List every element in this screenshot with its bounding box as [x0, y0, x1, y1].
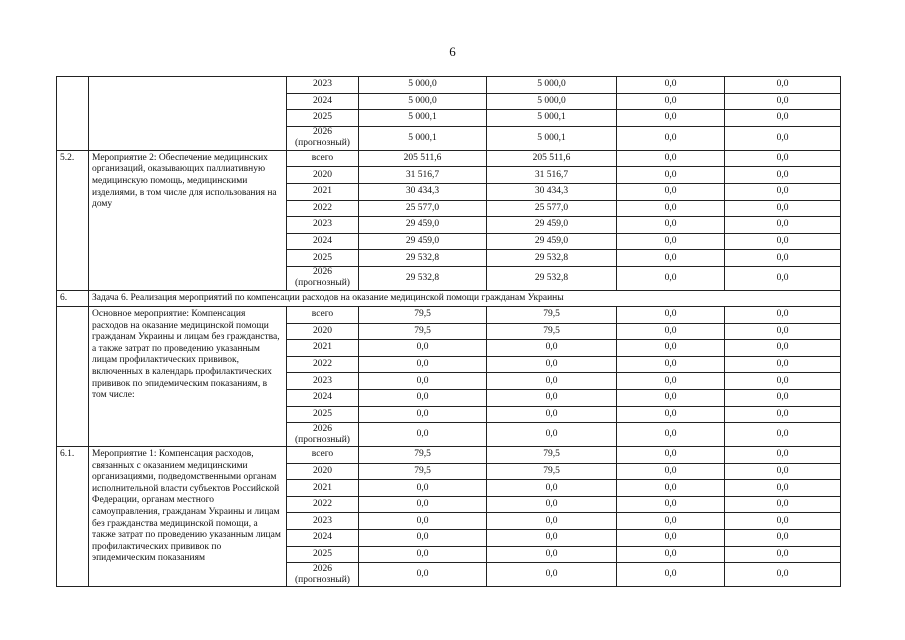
value-col-4: 0,0 — [725, 217, 841, 234]
year-cell — [287, 373, 359, 390]
value-col-3: 0,0 — [617, 447, 725, 464]
value-col-3: 0,0 — [617, 530, 725, 547]
value-col-1: 79,5 — [359, 463, 487, 480]
value-col-4: 0,0 — [725, 496, 841, 513]
value-col-4: 0,0 — [725, 480, 841, 497]
value-col-1: 25 577,0 — [359, 200, 487, 217]
value-col-1: 0,0 — [359, 373, 487, 390]
year-label: 2023 — [313, 515, 332, 526]
value-col-1: 0,0 — [359, 423, 487, 447]
value-col-2: 29 532,8 — [487, 250, 617, 267]
value-col-1: 31 516,7 — [359, 167, 487, 184]
value-col-1: 0,0 — [359, 480, 487, 497]
value-col-2: 0,0 — [487, 423, 617, 447]
value-col-1: 0,0 — [359, 563, 487, 587]
value-col-1: 5 000,1 — [359, 110, 487, 127]
value-col-4: 0,0 — [725, 93, 841, 110]
value-col-3: 0,0 — [617, 340, 725, 357]
value-col-3: 0,0 — [617, 77, 725, 94]
year-cell — [287, 110, 359, 127]
value-col-1: 79,5 — [359, 447, 487, 464]
year-label: 2026 — [313, 423, 332, 434]
year-cell — [287, 266, 359, 290]
table-row — [57, 150, 841, 167]
item-description: Основное мероприятие: Компенсация расходов на оказание медицинской помощи гражданам Украины и лицам без гражданства, а также затрат по проведению указанным лицам профилактических прививок, включенных в календарь профилактических прививок по эпидемическим показаниям, в том числе: — [89, 306, 287, 446]
year-cell — [287, 150, 359, 167]
year-label: 2025 — [313, 408, 332, 419]
value-col-4: 0,0 — [725, 546, 841, 563]
value-col-3: 0,0 — [617, 183, 725, 200]
value-col-3: 0,0 — [617, 126, 725, 150]
year-forecast-label: (прогнозный) — [295, 434, 350, 445]
year-cell — [287, 546, 359, 563]
value-col-1: 0,0 — [359, 406, 487, 423]
value-col-4: 0,0 — [725, 183, 841, 200]
item-number: 5.2. — [57, 150, 89, 290]
value-col-2: 0,0 — [487, 406, 617, 423]
value-col-2: 0,0 — [487, 480, 617, 497]
year-label: 2023 — [313, 79, 332, 90]
value-col-4: 0,0 — [725, 356, 841, 373]
year-label: 2020 — [313, 325, 332, 336]
year-cell — [287, 183, 359, 200]
year-label: 2025 — [313, 112, 332, 123]
value-col-2: 79,5 — [487, 463, 617, 480]
year-cell — [287, 423, 359, 447]
value-col-4: 0,0 — [725, 340, 841, 357]
value-col-3: 0,0 — [617, 306, 725, 323]
value-col-1: 5 000,0 — [359, 77, 487, 94]
value-col-3: 0,0 — [617, 93, 725, 110]
value-col-4: 0,0 — [725, 167, 841, 184]
year-cell — [287, 77, 359, 94]
year-label: 2026 — [313, 267, 332, 278]
year-cell — [287, 447, 359, 464]
item-number — [57, 77, 89, 151]
item-description: Мероприятие 2: Обеспечение медицинских организаций, оказывающих паллиативную медицинскую помощь, медицинскими изделиями, в том числе для использования на дому — [89, 150, 287, 290]
year-label: 2024 — [313, 95, 332, 106]
value-col-3: 0,0 — [617, 167, 725, 184]
value-col-1: 5 000,0 — [359, 93, 487, 110]
table-body — [57, 77, 841, 587]
year-label: 2022 — [313, 359, 332, 370]
value-col-3: 0,0 — [617, 496, 725, 513]
value-col-1: 30 434,3 — [359, 183, 487, 200]
value-col-3: 0,0 — [617, 373, 725, 390]
value-col-1: 0,0 — [359, 389, 487, 406]
value-col-2: 0,0 — [487, 530, 617, 547]
year-label: 2023 — [313, 375, 332, 386]
value-col-2: 29 459,0 — [487, 233, 617, 250]
value-col-2: 5 000,1 — [487, 126, 617, 150]
value-col-4: 0,0 — [725, 530, 841, 547]
page-number: 6 — [449, 44, 456, 59]
year-label: всего — [311, 449, 334, 460]
year-cell — [287, 323, 359, 340]
year-label: 2021 — [313, 482, 332, 493]
value-col-4: 0,0 — [725, 563, 841, 587]
value-col-4: 0,0 — [725, 306, 841, 323]
value-col-2: 30 434,3 — [487, 183, 617, 200]
value-col-1: 29 532,8 — [359, 250, 487, 267]
value-col-4: 0,0 — [725, 423, 841, 447]
value-col-4: 0,0 — [725, 373, 841, 390]
year-cell — [287, 233, 359, 250]
value-col-1: 79,5 — [359, 306, 487, 323]
year-label: 2020 — [313, 169, 332, 180]
year-label: 2024 — [313, 392, 332, 403]
value-col-1: 0,0 — [359, 513, 487, 530]
value-col-4: 0,0 — [725, 406, 841, 423]
year-cell — [287, 93, 359, 110]
year-label: 2022 — [313, 499, 332, 510]
value-col-2: 0,0 — [487, 563, 617, 587]
value-col-2: 5 000,0 — [487, 77, 617, 94]
year-cell — [287, 217, 359, 234]
year-cell — [287, 480, 359, 497]
year-label: всего — [311, 153, 334, 164]
year-cell — [287, 463, 359, 480]
year-cell — [287, 167, 359, 184]
value-col-2: 29 459,0 — [487, 217, 617, 234]
value-col-4: 0,0 — [725, 77, 841, 94]
value-col-4: 0,0 — [725, 266, 841, 290]
value-col-2: 0,0 — [487, 546, 617, 563]
value-col-2: 25 577,0 — [487, 200, 617, 217]
value-col-4: 0,0 — [725, 233, 841, 250]
value-col-3: 0,0 — [617, 463, 725, 480]
table-row — [57, 306, 841, 323]
year-label: 2025 — [313, 548, 332, 559]
item-number: 6.1. — [57, 447, 89, 587]
year-label: 2026 — [313, 563, 332, 574]
year-forecast-label: (прогнозный) — [295, 574, 350, 585]
value-col-4: 0,0 — [725, 150, 841, 167]
year-cell — [287, 340, 359, 357]
year-cell — [287, 389, 359, 406]
value-col-4: 0,0 — [725, 323, 841, 340]
task-number: 6. — [57, 290, 89, 306]
task-title: Задача 6. Реализация мероприятий по компенсации расходов на оказание медицинской помощи гражданам Украины — [89, 290, 841, 306]
item-number — [57, 306, 89, 446]
value-col-3: 0,0 — [617, 250, 725, 267]
value-col-1: 29 459,0 — [359, 217, 487, 234]
value-col-3: 0,0 — [617, 217, 725, 234]
year-label: 2023 — [313, 219, 332, 230]
year-cell — [287, 530, 359, 547]
value-col-3: 0,0 — [617, 323, 725, 340]
year-label: 2024 — [313, 532, 332, 543]
value-col-1: 79,5 — [359, 323, 487, 340]
value-col-2: 205 511,6 — [487, 150, 617, 167]
year-cell — [287, 496, 359, 513]
value-col-3: 0,0 — [617, 513, 725, 530]
value-col-2: 29 532,8 — [487, 266, 617, 290]
value-col-3: 0,0 — [617, 423, 725, 447]
year-label: 2021 — [313, 186, 332, 197]
value-col-3: 0,0 — [617, 563, 725, 587]
year-cell — [287, 126, 359, 150]
value-col-1: 29 532,8 — [359, 266, 487, 290]
year-label: 2020 — [313, 465, 332, 476]
value-col-3: 0,0 — [617, 480, 725, 497]
value-col-2: 31 516,7 — [487, 167, 617, 184]
value-col-4: 0,0 — [725, 389, 841, 406]
year-label: 2025 — [313, 252, 332, 263]
value-col-3: 0,0 — [617, 200, 725, 217]
value-col-1: 205 511,6 — [359, 150, 487, 167]
value-col-4: 0,0 — [725, 250, 841, 267]
item-description — [89, 77, 287, 151]
value-col-2: 79,5 — [487, 323, 617, 340]
value-col-4: 0,0 — [725, 110, 841, 127]
value-col-1: 0,0 — [359, 340, 487, 357]
value-col-1: 0,0 — [359, 496, 487, 513]
year-cell — [287, 306, 359, 323]
value-col-3: 0,0 — [617, 546, 725, 563]
program-financing-table — [56, 76, 841, 587]
year-label: 2026 — [313, 127, 332, 138]
year-label: 2024 — [313, 236, 332, 247]
year-label: 2022 — [313, 202, 332, 213]
item-description: Мероприятие 1: Компенсация расходов, связанных с оказанием медицинскими организациями, подведомственными органам исполнительной власти субъектов Российской Федерации, органам местного самоуправления, гражданам Украины и лицам без гражданства медицинской помощи, а также затрат по проведению указанным лицам профилактических прививок по эпидемическим показаниям — [89, 447, 287, 587]
year-cell — [287, 563, 359, 587]
year-label: всего — [311, 309, 334, 320]
value-col-2: 0,0 — [487, 356, 617, 373]
value-col-3: 0,0 — [617, 150, 725, 167]
value-col-2: 5 000,1 — [487, 110, 617, 127]
year-label: 2021 — [313, 342, 332, 353]
year-cell — [287, 406, 359, 423]
value-col-4: 0,0 — [725, 126, 841, 150]
year-cell — [287, 250, 359, 267]
value-col-2: 0,0 — [487, 340, 617, 357]
value-col-4: 0,0 — [725, 463, 841, 480]
value-col-1: 0,0 — [359, 530, 487, 547]
value-col-2: 0,0 — [487, 496, 617, 513]
value-col-2: 0,0 — [487, 513, 617, 530]
year-forecast-label: (прогнозный) — [295, 138, 350, 149]
year-cell — [287, 356, 359, 373]
value-col-3: 0,0 — [617, 233, 725, 250]
value-col-3: 0,0 — [617, 266, 725, 290]
year-forecast-label: (прогнозный) — [295, 278, 350, 289]
value-col-2: 79,5 — [487, 447, 617, 464]
value-col-2: 0,0 — [487, 373, 617, 390]
value-col-2: 5 000,0 — [487, 93, 617, 110]
year-cell — [287, 513, 359, 530]
task-row — [57, 290, 841, 306]
value-col-2: 79,5 — [487, 306, 617, 323]
value-col-3: 0,0 — [617, 110, 725, 127]
value-col-3: 0,0 — [617, 356, 725, 373]
value-col-1: 29 459,0 — [359, 233, 487, 250]
value-col-1: 5 000,1 — [359, 126, 487, 150]
table-row — [57, 447, 841, 464]
value-col-2: 0,0 — [487, 389, 617, 406]
value-col-3: 0,0 — [617, 406, 725, 423]
value-col-1: 0,0 — [359, 356, 487, 373]
value-col-4: 0,0 — [725, 513, 841, 530]
value-col-1: 0,0 — [359, 546, 487, 563]
value-col-3: 0,0 — [617, 389, 725, 406]
table-row — [57, 77, 841, 94]
value-col-4: 0,0 — [725, 447, 841, 464]
value-col-4: 0,0 — [725, 200, 841, 217]
year-cell — [287, 200, 359, 217]
